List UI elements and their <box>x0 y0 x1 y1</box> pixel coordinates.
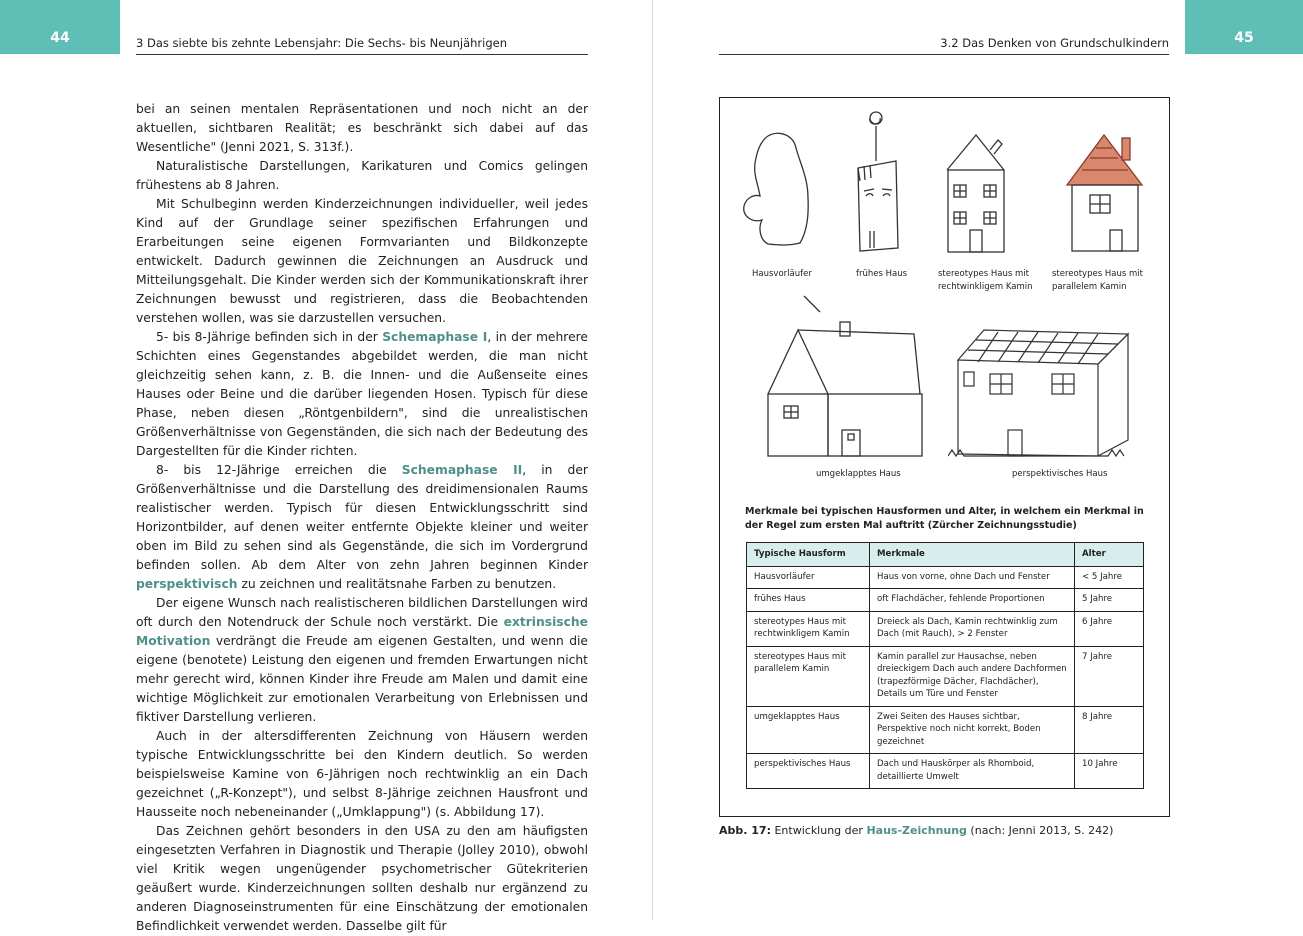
table-cell: 6 Jahre <box>1075 611 1144 646</box>
page-number-text: 44 <box>50 30 70 46</box>
paragraph-6: Der eigene Wunsch nach realistischeren bildlichen Darstellungen wird oft durch den Notendruck der Schule noch verstärkt. Die extrinsische Motivation verdrängt die Freude am eigenen Gestalten, und wenn die eigene (benotete) Leistung den eigenen und fremden Erwartungen nicht mehr gerecht wird, können Kinder ihre Freude am Malen und damit eine wichtige Möglichkeit zur emotionalen Verarbeitung von Erlebnissen und fiktiver Darstellung verlieren. <box>136 596 588 724</box>
body-text-left <box>136 100 588 936</box>
table-cell: frühes Haus <box>747 589 870 612</box>
house-features-table <box>746 542 1144 789</box>
figure-label: Abb. 17: <box>719 824 771 837</box>
pre-house-blob-icon <box>738 128 818 253</box>
right-page <box>653 0 1303 920</box>
table-cell: Hausvorläufer <box>747 566 870 589</box>
keyword-schemaphase-2: Schemaphase II <box>401 463 523 477</box>
table-row <box>747 611 1144 646</box>
table-cell: perspektivisches Haus <box>747 754 870 789</box>
table-row <box>747 754 1144 789</box>
drawing-caption-2: frühes Haus <box>856 269 908 279</box>
paragraph-2: Naturalistische Darstellungen, Karikaturen und Comics gelingen frühestens ab 8 Jahren. <box>136 159 588 192</box>
table-cell: umgeklapptes Haus <box>747 706 870 754</box>
left-page <box>0 0 652 933</box>
table-cell: stereotypes Haus mit parallelem Kamin <box>747 646 870 706</box>
paragraph-3: Mit Schulbeginn werden Kinderzeichnungen individueller, weil jedes Kind auf der Grundlage seiner spezifischen Erfahrungen und Erarbeitungen seine eigenen Formvarianten und Bildkonzepte entwickelt. Dadurch gewinnen die Zeichnungen an Ausdruck und Mitteilungsgehalt. Die Kinder werden sich der Kommunikationskraft ihrer Zeichnungen bewusst und registrieren, dass die Beobachtenden verstehen wollen, was sie darzustellen versuchen. <box>136 197 588 325</box>
keyword-extrinsische-motivation: extrinsische Motivation <box>136 615 588 648</box>
table-cell: Zwei Seiten des Hauses sichtbar, Perspektive noch nicht korrekt, Boden gezeichnet <box>870 706 1075 754</box>
folded-house-icon <box>762 294 927 464</box>
table-row <box>747 589 1144 612</box>
figure-caption: Abb. 17: Entwicklung der Haus-Zeichnung (nach: Jenni 2013, S. 242) <box>719 824 1114 837</box>
running-head-left: 3 Das siebte bis zehnte Lebensjahr: Die Sechs- bis Neunjährigen <box>136 36 588 55</box>
page-number-left <box>0 0 120 54</box>
table-row <box>747 566 1144 589</box>
table-header: Merkmale <box>870 543 1075 567</box>
keyword-perspektivisch: perspektivisch <box>136 577 238 591</box>
drawing-caption-1: Hausvorläufer <box>752 269 812 279</box>
drawing-caption-3: stereotypes Haus mit rechtwinkligem Kamin <box>938 269 1033 292</box>
table-title: Merkmale bei typischen Hausformen und Alter, in welchem ein Merkmal in der Regel zum ersten Mal auftritt (Zürcher Zeichnungsstudie) <box>745 506 1144 531</box>
table-row <box>747 706 1144 754</box>
table-cell: stereotypes Haus mit rechtwinkligem Kamin <box>747 611 870 646</box>
keyword-haus-zeichnung: Haus-Zeichnung <box>866 824 967 837</box>
early-house-icon <box>838 106 913 256</box>
table-cell: Dreieck als Dach, Kamin rechtwinklig zum Dach (mit Rauch), > 2 Fenster <box>870 611 1075 646</box>
paragraph-1: bei an seinen mentalen Repräsentationen und noch nicht an der aktuellen, sichtbaren Realität; es beschränkt sich dabei auf das Wesentliche" (Jenni 2021, S. 313f.). <box>136 102 588 154</box>
table-cell: oft Flachdächer, fehlende Proportionen <box>870 589 1075 612</box>
table-cell: Haus von vorne, ohne Dach und Fenster <box>870 566 1075 589</box>
figure-17 <box>719 97 1170 817</box>
table-cell: 8 Jahre <box>1075 706 1144 754</box>
paragraph-8: Das Zeichnen gehört besonders in den USA zu den am häufigsten eingesetzten Verfahren in Diagnostik und Therapie (Jolley 2010), obwohl viel Kritik wegen ungenügender psychometrischer Gütekriterien geäußert wurde. Kinderzeichnungen sollten deshalb nur ergänzend zu anderen Diagnoseinstrumenten für eine Einschätzung der emotionalen Befindlichkeit verwendet werden. Dasselbe gilt für <box>136 824 588 933</box>
table-cell: Kamin parallel zur Hausachse, neben dreieckigem Dach auch andere Dachformen (trapezförmige Dächer, Flachdächer), Details um Türe und Fenster <box>870 646 1075 706</box>
page-number-text: 45 <box>1234 30 1254 46</box>
paragraph-5: 8- bis 12-Jährige erreichen die Schemaphase II, in der Größenverhältnisse und die Darstellung des dreidimensionalen Raums realistischer werden. Typisch für diesen Entwicklungsschritt sind Horizontbilder, auf denen weiter entfernte Objekte kleiner und weiter oben im Bild zu sehen sind als Gegenstände, die sich im Vordergrund befinden sollen. Ab dem Alter von zehn Jahren beginnen Kinder perspektivisch zu zeichnen und realitätsnahe Farben zu benutzen. <box>136 463 588 591</box>
drawing-caption-6: perspektivisches Haus <box>1012 469 1108 479</box>
page-number-right <box>1185 0 1303 54</box>
keyword-schemaphase-1: Schemaphase I <box>382 330 488 344</box>
stereotype-house-right-angle-chimney-icon <box>942 130 1012 255</box>
table-cell: 10 Jahre <box>1075 754 1144 789</box>
table-cell: < 5 Jahre <box>1075 566 1144 589</box>
perspective-house-icon <box>948 322 1133 462</box>
drawing-caption-5: umgeklapptes Haus <box>816 469 901 479</box>
table-header-row <box>747 543 1144 567</box>
running-head-right: 3.2 Das Denken von Grundschulkindern <box>719 36 1169 55</box>
table-header: Alter <box>1075 543 1144 567</box>
stereotype-house-parallel-chimney-icon <box>1062 130 1147 255</box>
table-row <box>747 646 1144 706</box>
table-cell: 7 Jahre <box>1075 646 1144 706</box>
table-header: Typische Hausform <box>747 543 870 567</box>
table-cell: 5 Jahre <box>1075 589 1144 612</box>
table-cell: Dach und Hauskörper als Rhomboid, detaillierte Umwelt <box>870 754 1075 789</box>
drawing-caption-4: stereotypes Haus mit parallelem Kamin <box>1052 269 1143 292</box>
paragraph-7: Auch in der altersdifferenten Zeichnung von Häusern werden typische Entwicklungsschritte bei den Kindern deutlich. So werden beispielsweise Kamine von 6-Jährigen noch rechtwinklig an ein Dach gezeichnet („R-Konzept"), und selbst 8-Jährige zeichnen Hausfront und Hausseite noch nebeneinander („Umklappung") (s. Abbildung 17). <box>136 729 588 819</box>
paragraph-4: 5- bis 8-Jährige befinden sich in der Schemaphase I, in der mehrere Schichten eines Gegenstandes abgebildet werden, die man nicht gleichzeitig sehen kann, z. B. die Innen- und die Außenseite eines Hauses oder Beine und die darüber liegenden Hosen. Typisch für diese Phase, neben diesen „Röntgenbildern", sind die unrealistischen Größenverhältnisse von Gegenständen, die sich nach der Bedeutung des Dargestellten für die Kinder richten. <box>136 330 588 458</box>
